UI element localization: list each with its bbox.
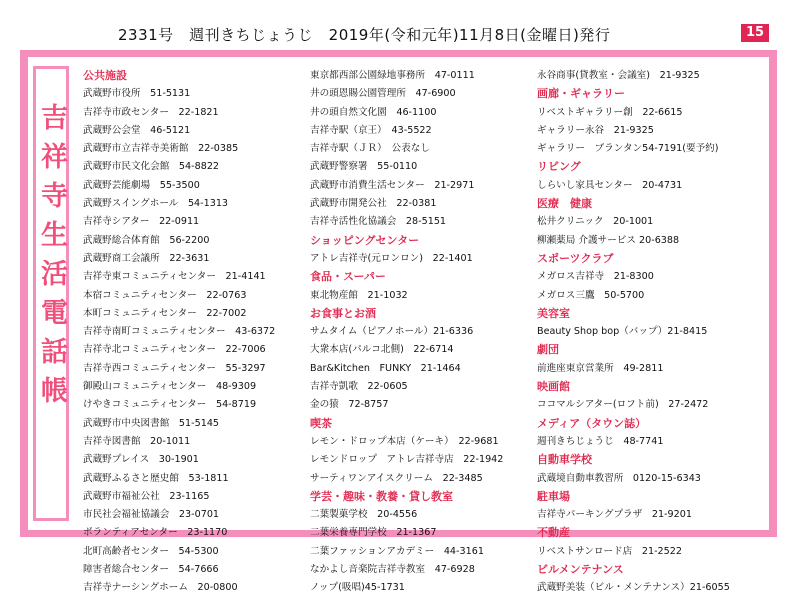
directory-entry: 吉祥寺西コミュニティセンター 55-3297 [83,362,266,374]
category-heading: 駐車場 [537,489,570,503]
directory-panel [28,57,769,594]
category-heading: メディア（タウン誌） [537,416,647,430]
directory-entry: 吉祥寺活性化協議会 28-5151 [310,216,447,228]
side-title-box [33,66,69,521]
directory-entry: メガロス三鷹 50-5700 [537,289,645,301]
category-heading: 喫茶 [310,416,332,430]
directory-entry: 武蔵野市役所 51-5131 [83,88,191,100]
directory-entry: レモンドロップ アトレ吉祥寺店 22-1942 [310,454,504,466]
category-heading: 自動車学校 [537,453,592,467]
directory-entry: 吉祥寺市政センター 22-1821 [83,106,219,118]
directory-entry: 武蔵野美装（ビル・メンテナンス）21-6055 [537,582,730,594]
directory-entry: 武蔵野芸能劇場 55-3500 [83,179,200,191]
directory-entry: レモン・ドロップ本店（ケーキ） 22-9681 [310,435,499,447]
category-heading: スポーツクラブ [537,251,614,265]
directory-entry: なかよし音楽院吉祥寺教室 47-6928 [310,564,475,576]
directory-entry: リベストサンロード店 21-2522 [537,545,682,557]
directory-entry: 大衆本店(パルコ北側) 22-6714 [310,344,454,356]
directory-entry: けやきコミュニティセンター 54-8719 [83,399,257,411]
directory-entry: 武蔵野プレイス 30-1901 [83,454,199,466]
directory-entry: メガロス吉祥寺 21-8300 [537,271,654,283]
directory-entry: 金の猿 72-8757 [310,399,389,411]
category-heading: 学芸・趣味・教養・貸し教室 [310,489,453,503]
category-heading: 美容室 [537,306,570,320]
directory-entry: 前進座東京営業所 49-2811 [537,362,664,374]
directory-entry: 吉祥寺シアター 22-0911 [83,216,200,228]
issue-line: 2331号 週刊きちじょうじ 2019年(令和元年)11月8日(金曜日)発行 [118,26,611,44]
directory-entry: 吉祥寺凱歌 22-0605 [310,381,408,393]
directory-entry: 永谷商事(貸教室・会議室) 21-9325 [537,70,700,81]
category-heading: 映画館 [537,380,570,394]
directory-entry: 二葉製菓学校 20-4556 [310,509,418,521]
directory-entry: 東京都西部公園緑地事務所 47-0111 [310,70,475,81]
directory-entry: 吉祥寺ナーシングホーム 20-0800 [83,582,238,594]
directory-entry: ノップ(吸唱)45-1731 [310,582,405,594]
directory-entry: 柳瀬薬局 介護サービス 20-6388 [537,234,680,246]
directory-entry: 障害者総合センター 54-7666 [83,564,219,576]
directory-entry: 松井クリニック 20-1001 [537,216,654,228]
directory-entry: 週刊きちじょうじ 48-7741 [537,435,664,447]
directory-entry: 武蔵境自動車教習所 0120-15-6343 [537,472,701,484]
directory-entry: 武蔵野市消費生活センター 21-2971 [310,179,475,191]
directory-entry: 吉祥寺南町コミュニティセンター 43-6372 [83,326,276,338]
category-heading: 公共施設 [83,69,127,82]
directory-entry: ギャラリー ブランタン54-7191(要予約) [537,143,719,155]
category-heading: 医療 健康 [537,197,592,211]
directory-entry: 本宿コミュニティセンター 22-0763 [83,289,247,301]
directory-entry: 東北物産館 21-1032 [310,289,408,301]
directory-entry: サムタイム（ピアノホール）21-6336 [310,326,474,338]
directory-entry: 市民社会福祉協議会 23-0701 [83,509,220,521]
directory-entry: 吉祥寺北コミュニティセンター 22-7006 [83,344,266,356]
directory-entry: 武蔵野市開発公社 22-0381 [310,198,437,210]
directory-entry: Bar&Kitchen FUNKY 21-1464 [310,362,461,374]
directory-entry: 御殿山コミュニティセンター 48-9309 [83,381,257,393]
directory-entry: 武蔵野商工会議所 22-3631 [83,252,210,264]
directory-entry: ボランティアセンター 23-1170 [83,527,228,539]
category-heading: リビング [537,160,581,174]
directory-entry: アトレ吉祥寺(元ロンロン) 22-1401 [310,252,473,264]
directory-entry: 武蔵野市立吉祥寺美術館 22-0385 [83,143,239,155]
directory-entry: ココマルシアター(ロフト前) 27-2472 [537,399,709,411]
directory-entry: 井の頭自然文化園 46-1100 [310,106,437,118]
directory-entry: 武蔵野市民文化会館 54-8822 [83,161,220,173]
directory-frame [20,50,777,594]
category-heading: ビルメンテナンス [537,563,624,577]
directory-entry: 武蔵野公会堂 46-5121 [83,124,191,136]
directory-entry: 武蔵野総合体育館 56-2200 [83,234,210,246]
directory-entry: サーティワンアイスクリーム 22-3485 [310,472,483,484]
page-header [0,22,794,46]
directory-entry: 井の頭恩賜公園管理所 47-6900 [310,88,456,100]
directory-column-2 [310,67,532,598]
directory-entry: 二葉ファッションアカデミー 44-3161 [310,545,484,557]
category-heading: 不動産 [537,526,570,540]
directory-entry: 吉祥寺パーキングプラザ 21-9201 [537,509,692,521]
directory-column-1 [83,67,305,598]
category-heading: お食事とお酒 [310,306,376,320]
directory-entry: Beauty Shop bop（バップ）21-8415 [537,326,708,338]
directory-entry: 武蔵野ふるさと歴史館 53-1811 [83,472,229,484]
directory-entry: 吉祥寺図書館 20-1011 [83,435,191,447]
category-heading: ショッピングセンター [310,233,420,247]
directory-entry: 武蔵野市中央図書館 51-5145 [83,417,220,429]
directory-entry: 武蔵野警察署 55-0110 [310,161,418,173]
directory-entry: 武蔵野スイングホール 54-1313 [83,198,229,210]
directory-entry: 武蔵野市福祉公社 23-1165 [83,490,210,502]
directory-entry: 北町高齢者センター 54-5300 [83,545,219,557]
directory-entry: ギャラリー永谷 21-9325 [537,124,654,136]
category-heading: 劇団 [537,343,559,357]
page-number-badge: 15 [741,24,769,42]
category-heading: 画廊・ギャラリー [537,87,625,101]
directory-entry: しらいし家具センター 20-4731 [537,179,683,191]
directory-entry: 吉祥寺東コミュニティセンター 21-4141 [83,271,266,283]
directory-column-3 [537,67,759,598]
side-title: 吉祥寺生活電話帳 [36,103,67,415]
directory-entry: 吉祥寺駅（ＪＲ） 公表なし [310,143,430,155]
directory-entry: リベストギャラリー創 22-6615 [537,106,683,118]
directory-entry: 二葉栄養専門学校 21-1367 [310,527,437,539]
category-heading: 食品・スーパー [310,270,386,284]
directory-entry: 吉祥寺駅（京王） 43-5522 [310,124,432,136]
directory-entry: 本町コミュニティセンター 22-7002 [83,307,247,319]
